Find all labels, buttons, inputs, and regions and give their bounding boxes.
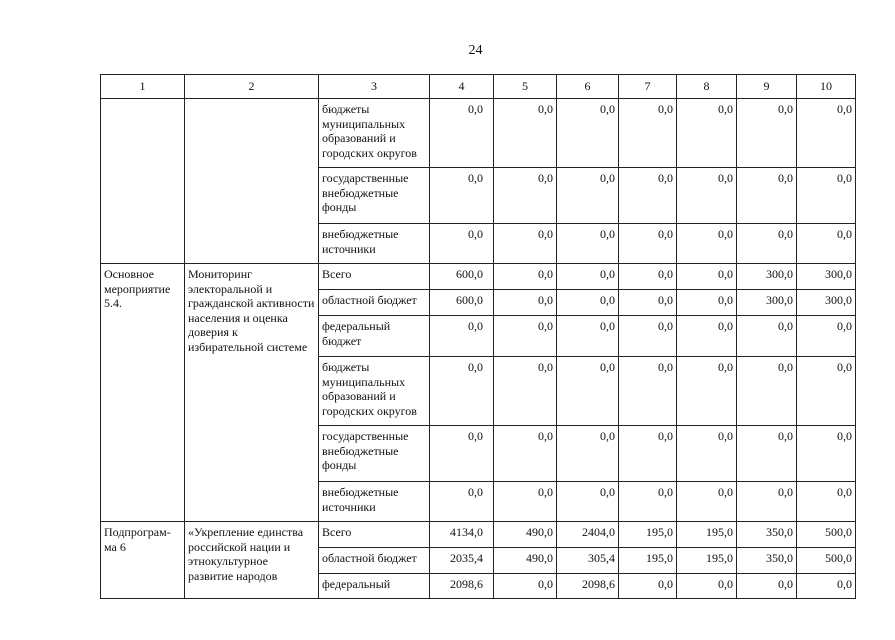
amount-cell: 0,0: [677, 168, 737, 224]
amount-cell: 0,0: [619, 290, 677, 316]
amount-cell: 2404,0: [557, 522, 619, 548]
funding-source-cell: областной бюджет: [319, 548, 430, 574]
amount-cell: 0,0: [619, 574, 677, 599]
amount-cell: 0,0: [557, 482, 619, 522]
funding-source-cell: государственные внебюджетные фонды: [319, 426, 430, 482]
amount-cell: 0,0: [677, 290, 737, 316]
measure-name-cell: Основное мероприятие 5.4.: [101, 264, 185, 522]
amount-cell: 0,0: [797, 574, 856, 599]
amount-cell: 0,0: [557, 264, 619, 290]
amount-cell: 4134,0: [430, 522, 494, 548]
column-header: 4: [430, 75, 494, 99]
amount-cell: 500,0: [797, 548, 856, 574]
amount-cell: 0,0: [430, 99, 494, 168]
amount-cell: 0,0: [677, 264, 737, 290]
amount-cell: 0,0: [557, 99, 619, 168]
amount-cell: 0,0: [797, 482, 856, 522]
measure-name-cell: Подпрограм-ма 6: [101, 522, 185, 599]
measure-description-cell: Мониторинг электоральной и гражданской активности населения и оценка доверия к избирательной системе: [185, 264, 319, 522]
amount-cell: 0,0: [494, 574, 557, 599]
amount-cell: 0,0: [737, 426, 797, 482]
column-header: 10: [797, 75, 856, 99]
column-header: 1: [101, 75, 185, 99]
measure-description-cell: [185, 99, 319, 264]
amount-cell: 0,0: [677, 357, 737, 426]
amount-cell: 0,0: [494, 482, 557, 522]
amount-cell: 0,0: [619, 316, 677, 357]
amount-cell: 0,0: [677, 316, 737, 357]
amount-cell: 0,0: [737, 99, 797, 168]
funding-source-cell: Всего: [319, 522, 430, 548]
amount-cell: 0,0: [557, 290, 619, 316]
column-header: 8: [677, 75, 737, 99]
amount-cell: 0,0: [494, 426, 557, 482]
amount-cell: 0,0: [677, 224, 737, 264]
table-row: [101, 264, 856, 290]
amount-cell: 195,0: [619, 522, 677, 548]
amount-cell: 0,0: [619, 264, 677, 290]
amount-cell: 0,0: [737, 482, 797, 522]
header-row: [101, 75, 856, 99]
amount-cell: 0,0: [619, 426, 677, 482]
funding-source-cell: федеральный бюджет: [319, 316, 430, 357]
amount-cell: 0,0: [494, 168, 557, 224]
amount-cell: 2035,4: [430, 548, 494, 574]
table-row: [101, 99, 856, 168]
amount-cell: 600,0: [430, 290, 494, 316]
amount-cell: 0,0: [619, 99, 677, 168]
amount-cell: 0,0: [797, 316, 856, 357]
amount-cell: 0,0: [737, 168, 797, 224]
measure-name-cell: [101, 99, 185, 264]
amount-cell: 2098,6: [430, 574, 494, 599]
amount-cell: 0,0: [797, 99, 856, 168]
amount-cell: 195,0: [677, 522, 737, 548]
amount-cell: 0,0: [797, 357, 856, 426]
column-header: 6: [557, 75, 619, 99]
amount-cell: 0,0: [797, 168, 856, 224]
amount-cell: 490,0: [494, 522, 557, 548]
amount-cell: 0,0: [737, 574, 797, 599]
amount-cell: 305,4: [557, 548, 619, 574]
amount-cell: 195,0: [619, 548, 677, 574]
amount-cell: 350,0: [737, 522, 797, 548]
amount-cell: 0,0: [494, 357, 557, 426]
amount-cell: 0,0: [619, 224, 677, 264]
amount-cell: 0,0: [557, 316, 619, 357]
amount-cell: 0,0: [430, 168, 494, 224]
amount-cell: 350,0: [737, 548, 797, 574]
column-header: 7: [619, 75, 677, 99]
amount-cell: 300,0: [797, 290, 856, 316]
amount-cell: 0,0: [737, 316, 797, 357]
amount-cell: 0,0: [797, 426, 856, 482]
funding-source-cell: областной бюджет: [319, 290, 430, 316]
measure-description-cell: «Укрепление единства российской нации и этнокультурное развитие народов: [185, 522, 319, 599]
table-row: [101, 522, 856, 548]
amount-cell: 0,0: [494, 224, 557, 264]
funding-source-cell: федеральный: [319, 574, 430, 599]
column-header: 3: [319, 75, 430, 99]
amount-cell: 0,0: [557, 168, 619, 224]
amount-cell: 0,0: [557, 357, 619, 426]
amount-cell: 0,0: [619, 168, 677, 224]
amount-cell: 0,0: [677, 574, 737, 599]
amount-cell: 300,0: [797, 264, 856, 290]
funding-source-cell: внебюджетные источники: [319, 482, 430, 522]
amount-cell: 0,0: [430, 357, 494, 426]
amount-cell: 500,0: [797, 522, 856, 548]
amount-cell: 0,0: [430, 482, 494, 522]
column-header: 9: [737, 75, 797, 99]
page-number: 24: [468, 43, 483, 58]
amount-cell: 0,0: [797, 224, 856, 264]
budget-table: [100, 74, 856, 599]
funding-source-cell: бюджеты муниципальных образований и городских округов: [319, 357, 430, 426]
funding-source-cell: Всего: [319, 264, 430, 290]
amount-cell: 0,0: [619, 482, 677, 522]
amount-cell: 195,0: [677, 548, 737, 574]
amount-cell: 0,0: [494, 316, 557, 357]
amount-cell: 0,0: [557, 426, 619, 482]
amount-cell: 0,0: [494, 264, 557, 290]
amount-cell: 300,0: [737, 264, 797, 290]
table-body: [101, 99, 856, 599]
amount-cell: 0,0: [430, 316, 494, 357]
amount-cell: 2098,6: [557, 574, 619, 599]
amount-cell: 0,0: [557, 224, 619, 264]
amount-cell: 0,0: [619, 357, 677, 426]
funding-source-cell: государственные внебюджетные фонды: [319, 168, 430, 224]
amount-cell: 0,0: [494, 290, 557, 316]
amount-cell: 0,0: [494, 99, 557, 168]
amount-cell: 0,0: [737, 224, 797, 264]
amount-cell: 0,0: [430, 426, 494, 482]
amount-cell: 0,0: [677, 99, 737, 168]
amount-cell: 0,0: [677, 482, 737, 522]
amount-cell: 490,0: [494, 548, 557, 574]
funding-source-cell: внебюджетные источники: [319, 224, 430, 264]
amount-cell: 0,0: [737, 357, 797, 426]
amount-cell: 300,0: [737, 290, 797, 316]
amount-cell: 0,0: [677, 426, 737, 482]
column-header: 5: [494, 75, 557, 99]
funding-source-cell: бюджеты муниципальных образований и городских округов: [319, 99, 430, 168]
amount-cell: 0,0: [430, 224, 494, 264]
column-header: 2: [185, 75, 319, 99]
amount-cell: 600,0: [430, 264, 494, 290]
